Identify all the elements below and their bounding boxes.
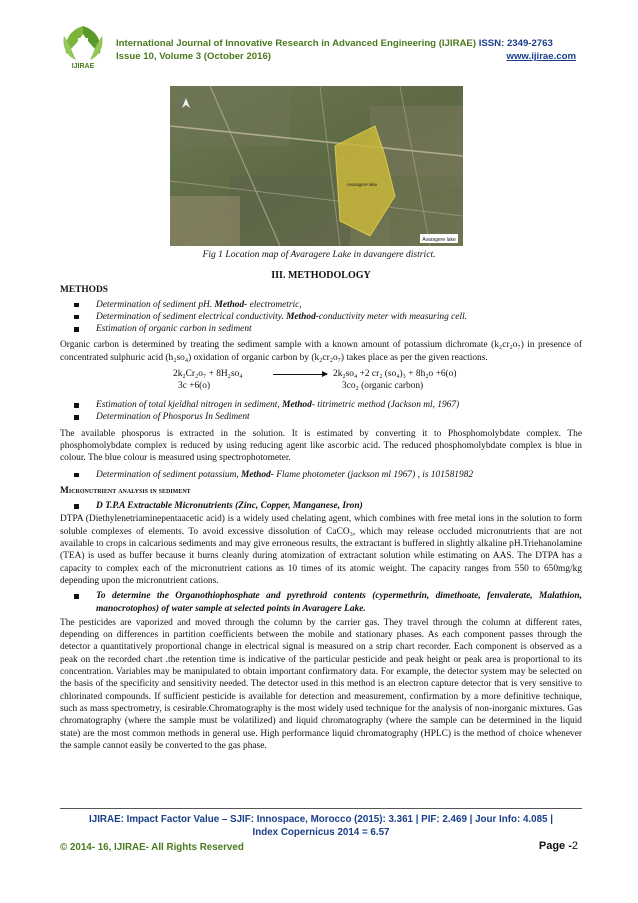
list-item: Estimation of total kjeldhal nitrogen in sediment, Method- titrimetric method (Jackson ml, 1967) [60,399,582,411]
issue-info: Issue 10, Volume 3 (October 2016) [116,51,271,62]
equation-2-rhs: 3co₂ (organic carbon) [342,381,424,392]
reaction-equations [60,368,582,394]
micronutrient-heading: Micronutrient analysis in sediment [60,485,191,496]
article-body [60,270,582,752]
dtpa-list [60,500,582,512]
footer-divider [60,808,582,809]
methods-heading: METHODS [60,285,108,296]
equation-1-rhs: 2k₂so₄ +2 cr₂ (so₄)₃ + 8h₂o +6(o) [333,369,457,380]
footer-copyright: © 2014- 16, IJIRAE- All Rights Reserved [60,842,244,853]
dtpa-paragraph: DTPA (Diethylenetriaminepentaacetic acid) is a widely used chelating agent, which combines with free metal ions in the solution to form soluble complexes of elements. To avoid excessive dissolution of CaCO₃, which may release occluded micronutrients that are not available to crops in calcarious sediments and may give erroneous results, the extractant is buffered in slightly alkaline pH.Triehanolamine (TEA) is used as buffer because it burns cleanly during atomization of extractant solution while estimating on AAS. The DTPA has a capacity to complex each of the micronutrient cations as 10 times of its atomic weight. The capacity ranges from 550 to 650mg/kg depending upon the micronutrient cations. [60,514,582,586]
journal-title: International Journal of Innovative Research in Advanced Engineering (IJIRAE) ISSN: 2349-2763 [116,38,553,49]
list-item: To determine the Organothiophosphate and pyrethroid contents (cypermethrin, dimethoate, fenvalerate, Malathion, manocrotophos) of water sample at selected points in Avaragere Lake. [60,590,582,615]
methods-list [60,299,582,336]
equation-1-lhs: 2k₂Cr₂o₇ + 8H₂so₄ [173,369,243,380]
bullet-icon [74,303,79,308]
footer-impact-factors: IJIRAE: Impact Factor Value – SJIF: Innospace, Morocco (2015): 3.361 | PIF: 2.469 | Jour Info: 4.085 | Index Copernicus 2014 = 6.57 [89,814,553,838]
section-title: III. METHODOLOGY [271,270,371,281]
list-item: Estimation of organic carbon in sediment [60,323,582,335]
map-legend-label: Avaragere lake [422,237,456,243]
page-number: Page -2 [538,840,578,852]
nitrogen-phosphorus-list [60,399,582,424]
list-item: Determination of sediment electrical conductivity. Method-conductivity meter with measuring cell. [60,311,582,323]
organic-carbon-paragraph: Organic carbon is determined by treating the sediment sample with a known amount of potassium dichromate (k₂cr₂o₇) in presence of concentrated sulphuric acid (h₂so₄) oxidation of organic carbon by (k₂cr₂o₇) takes place as per the given reactions. [60,340,582,363]
potassium-list [60,469,582,481]
pesticide-paragraph: The pesticides are vaporized and moved through the column by the carrier gas. They travel through the column at different rates, depending on differences in partition coefficients between the mobile and stationary phases. As each component passes through the detector a quantitatively proportional change in electrical signal is measured on a strip chart recorder. Each component is observed as a peak on the recorded chart .the retention time is indicative of the particular pesticide and peak height or peak area is proportional to its concentration. Variables may be manipulated to obtain important confirmatory data. For example, the detector system may be selected on the basis of the specificity and sensitivity needed. The detector used in this method is an electron capture detector that is very sensitive to chlorinated compounds. If sufficient pesticide is available for detection and measurement, confirmation by a more definitive technique, such as mass spectrometry, is cesirable.Chromatography is the most widely used technique for the analysis of non-inorganic mixtures. Gas chromatography (where the sample must be volatilized) and liquid chromatography (where the sample can be determined in the liquid state) are the most common methods in general use. High performance liquid chromatography (HPLC) is the method of choice whenever the sample cannot easily be converted to the gas phase. [60,617,582,751]
bullet-icon [74,594,79,599]
list-item: Determination of sediment pH. Method- electrometric, [60,299,582,311]
bullet-icon [74,473,79,478]
bullet-icon [74,504,79,509]
location-map-figure [170,86,463,246]
list-item: Determination of sediment potassium, Method- Flame photometer (jackson ml 1967) , is 101581982 [60,469,582,481]
bullet-icon [74,415,79,420]
bullet-icon [74,315,79,320]
list-item: D T.P.A Extractable Micronutrients (Zinc, Copper, Manganese, Iron) [60,500,582,512]
bullet-icon [74,403,79,408]
phosphorus-paragraph: The available phosporus is extracted in the solution. It is estimated by converting it to Phosphomolybdate complex. The phosphomolybdate complex is reduced by using reducing agent like ascorbic acid. The reduced phosphomolybdate complex is blue in colour. The blue colour is measured using spectrophotometer. [60,428,582,464]
list-item: Determination of Phosporus In Sediment [60,411,582,423]
issn: ISSN: 2349-2763 [478,38,553,49]
equation-2-lhs: 3c +6(o) [178,381,211,392]
reaction-arrow-icon [273,374,327,375]
logo-text: IJIRAE [71,63,95,70]
journal-url-link[interactable]: www.ijirae.com [506,51,576,62]
bullet-icon [74,327,79,332]
pesticide-list [60,590,582,615]
figure-caption: Fig 1 Location map of Avaragere Lake in davangere district. [202,249,436,260]
map-label-lake: Avaragere lake [347,182,378,187]
journal-logo [56,22,110,70]
